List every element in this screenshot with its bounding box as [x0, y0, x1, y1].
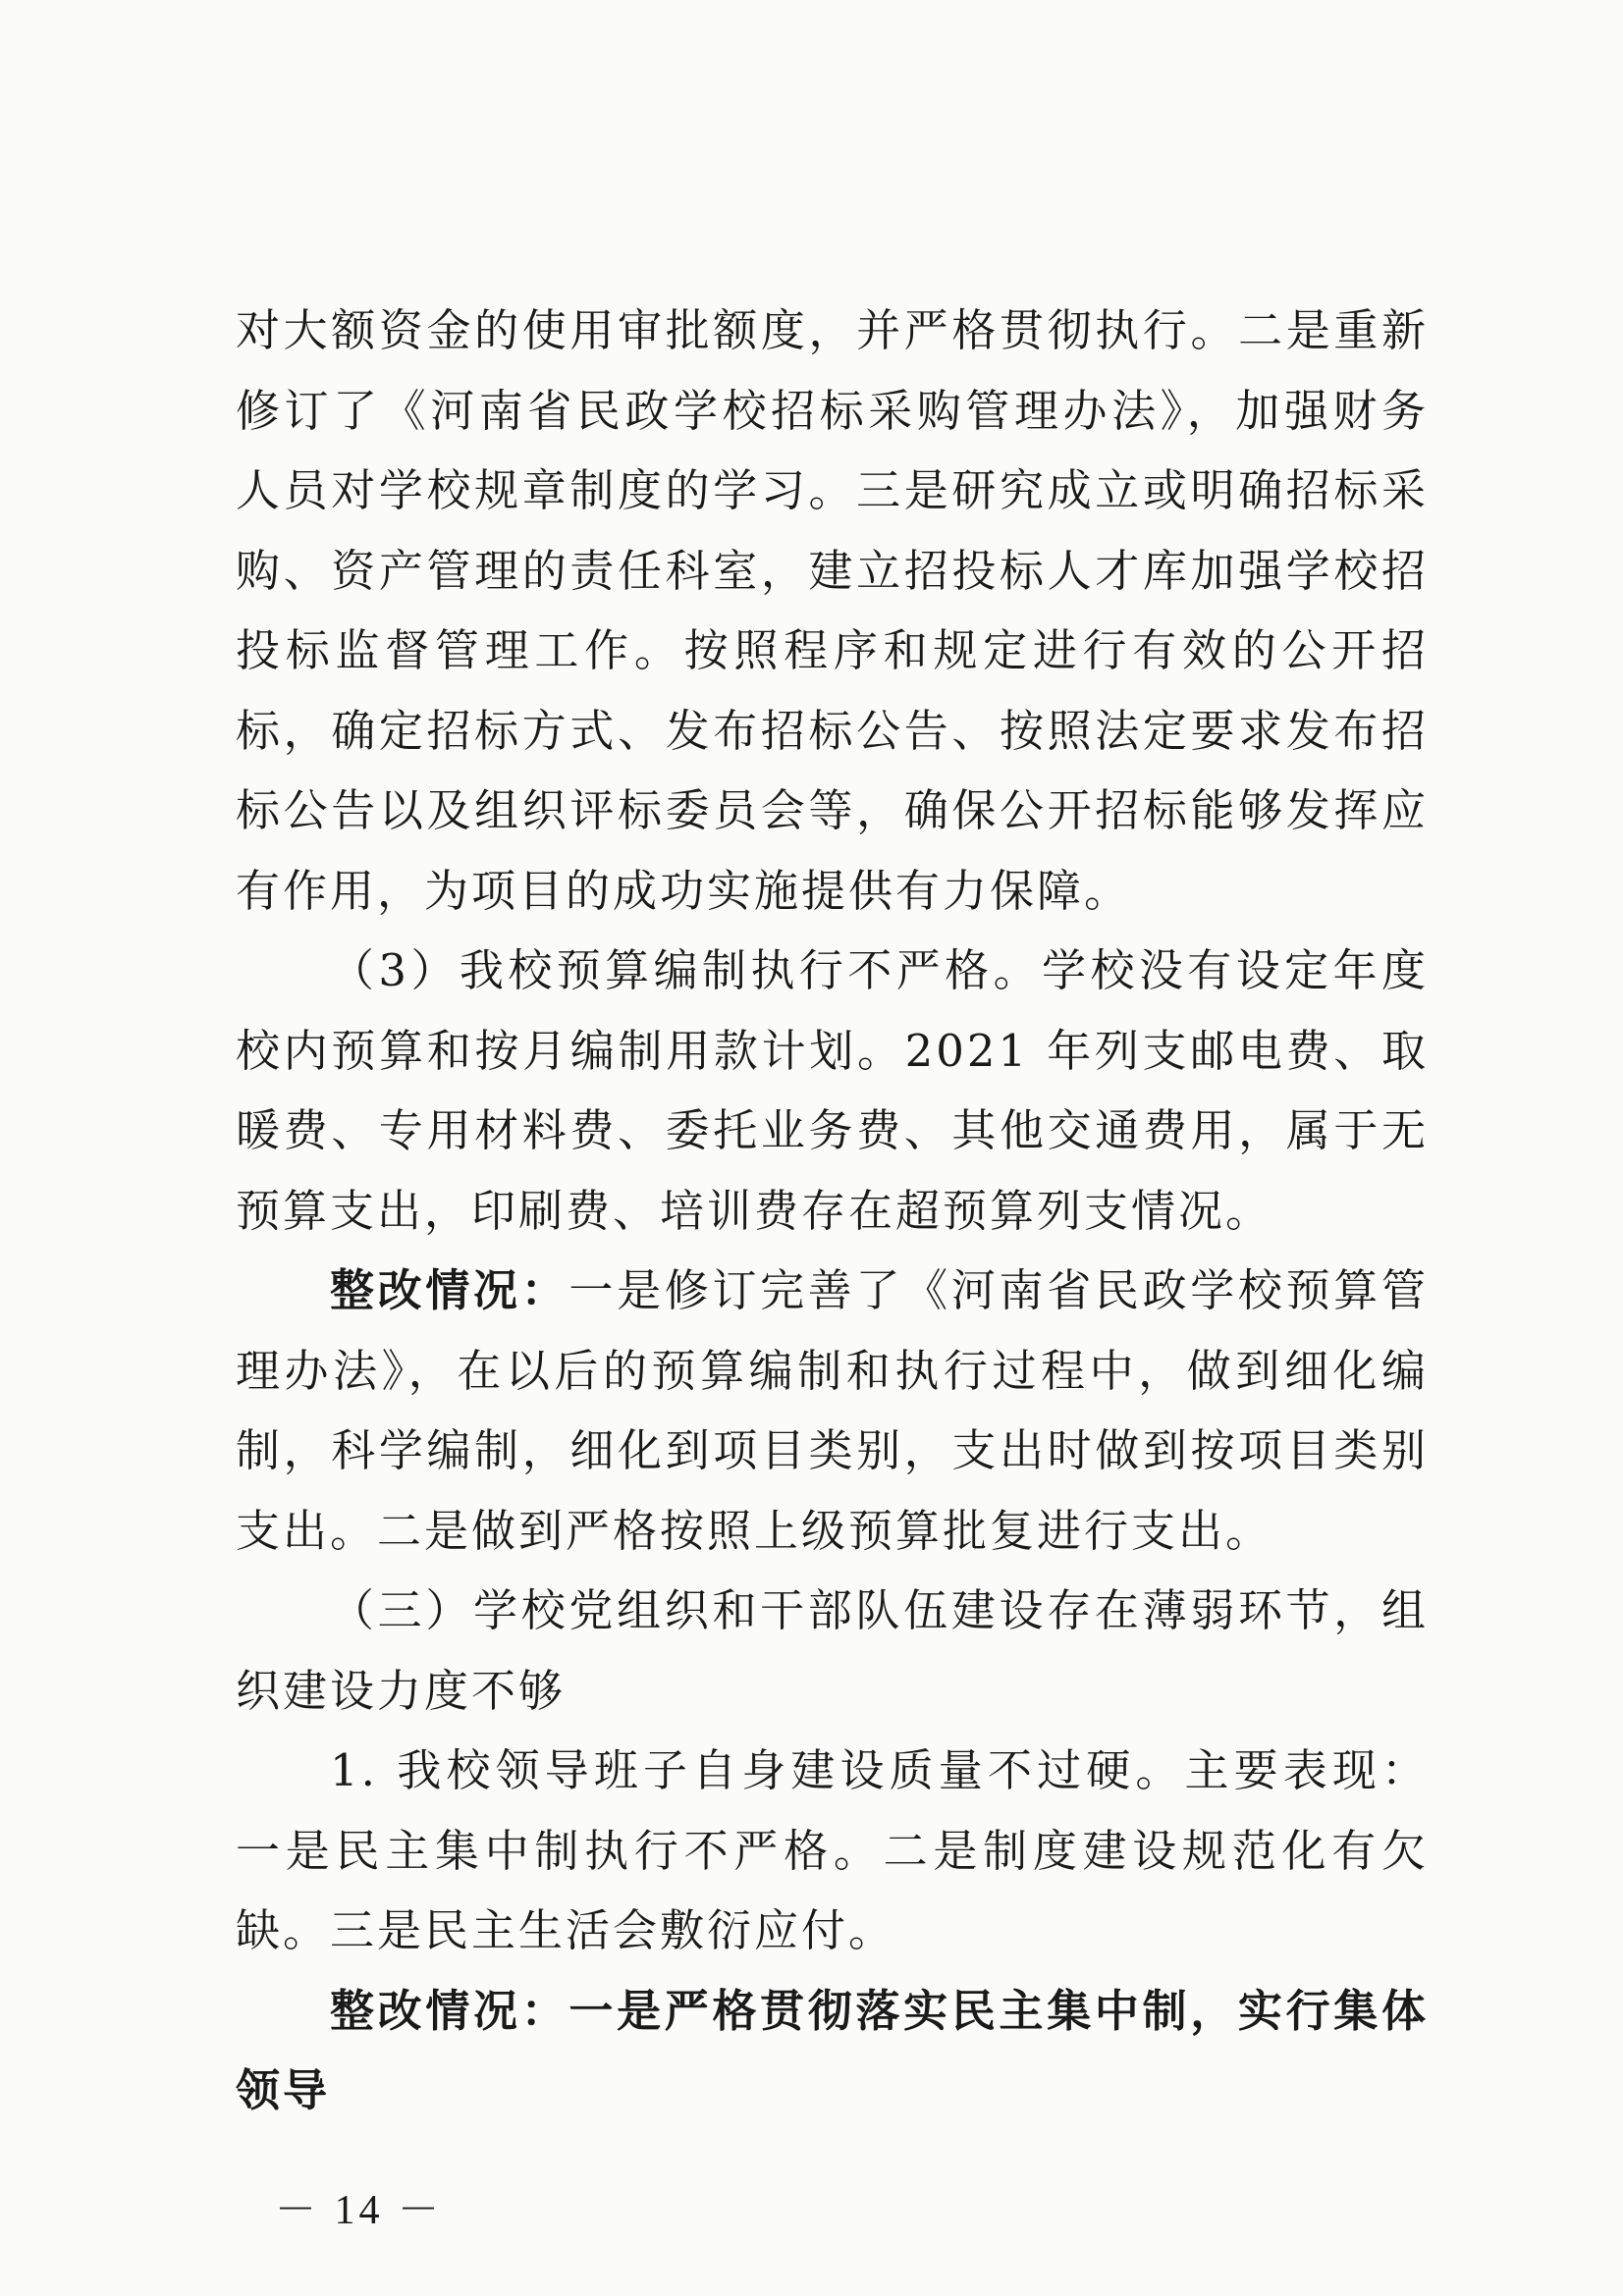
section-heading-text: （三）学校党组织和干部队伍建设存在薄弱环节，组织建设力度不够	[236, 1584, 1429, 1717]
paragraph-text: 一是修订完善了《河南省民政学校预算管理办法》，在以后的预算编制和执行过程中，做到细化编制，科学编制，细化到项目类别，支出时做到按项目类别支出。二是做到严格按照上级预算批复进行支出。	[236, 1264, 1429, 1557]
paragraph-budget-issue	[236, 931, 1429, 1251]
paragraph-text: 对大额资金的使用审批额度，并严格贯彻执行。二是重新修订了《河南省民政学校招标采购管理办法》，加强财务人员对学校规章制度的学习。三是研究成立或明确招标采购、资产管理的责任科室，建立招投标人才库加强学校招投标监督管理工作。按照程序和规定进行有效的公开招标，确定招标方式、发布招标公告、按照法定要求发布招标公告以及组织评标委员会等，确保公开招标能够发挥应有作用，为项目的成功实施提供有力保障。	[236, 304, 1429, 917]
paragraph-budget-control-cont	[236, 291, 1429, 931]
paragraph-leadership-issue	[236, 1731, 1429, 1971]
rectification-lead: 整改情况：	[330, 1984, 569, 2037]
section-heading-party-organization	[236, 1571, 1429, 1731]
paragraph-text: 1. 我校领导班子自身建设质量不过硬。主要表现：一是民主集中制执行不严格。二是制度建设规范化有欠缺。三是民主生活会敷衍应付。	[236, 1744, 1429, 1956]
document-body	[236, 291, 1429, 2131]
rectification-lead: 整改情况：	[330, 1264, 569, 1316]
paragraph-rectification-budget	[236, 1251, 1429, 1571]
paragraph-text: （3）我校预算编制执行不严格。学校没有设定年度校内预算和按月编制用款计划。2021 年列支邮电费、取暖费、专用材料费、委托业务费、其他交通费用，属于无预算支出，印刷费、培训费存在超预算列支情况。	[236, 944, 1429, 1237]
paragraph-text: 一是严格贯彻落实民主集中制，实行集体领导	[236, 1984, 1429, 2116]
page-number: － 14 －	[275, 2188, 444, 2233]
paragraph-rectification-leadership	[236, 1971, 1429, 2131]
